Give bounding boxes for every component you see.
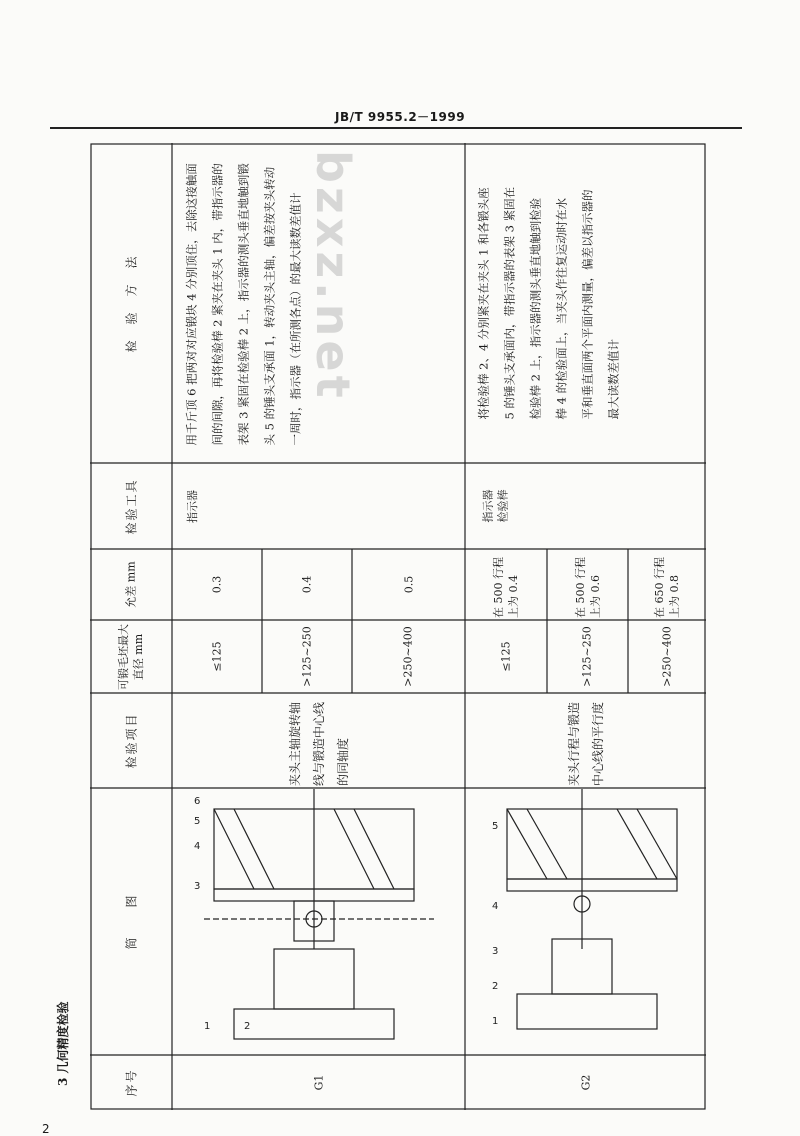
g2-label-4: 4: [491, 901, 498, 912]
g1-label-1: 1: [203, 1021, 210, 1032]
g2-label-2: 2: [491, 981, 498, 992]
g2-tol-2: 在 500 行程上为 0.6: [573, 556, 602, 618]
page-number: 2: [42, 1122, 50, 1136]
header-seq: 序号: [124, 1068, 139, 1097]
g1-label-6: 6: [193, 796, 200, 807]
g1-tool: 指示器: [185, 489, 199, 523]
g1-item: 夹头主轴旋转轴线与锻造中心线的同轴度: [287, 701, 350, 786]
standard-number: JB/T 9955.2－1999: [335, 110, 466, 124]
header-method: 检 验 方 法: [124, 253, 139, 353]
g2-label-5: 5: [491, 821, 498, 832]
g2-tool: 指示器 检验棒: [481, 489, 509, 523]
header-rule: [50, 127, 742, 129]
inspection-table: [90, 143, 706, 1110]
g2-method: 将检验棒 2、4 分别紧夹在夹头 1 和各锻头座 5 的锤头支承面内，带指示器的表架 3 紧固在检验棒 2 上，指示器的测头垂直地触到检验棒 4 的检验面上，当夹头作往复运动时在水平和垂直面两个平面内测量，偏差以指示器的最大读数差值计: [476, 186, 621, 420]
header-item: 检验项目: [124, 712, 139, 769]
g1-diagram: [172, 788, 465, 1055]
header-tolerance: 允差 mm: [124, 561, 138, 608]
g2-tol-3: 在 650 行程上为 0.8: [653, 556, 681, 618]
header-diagram: 简 图: [124, 893, 139, 950]
g1-label-2: 2: [243, 1021, 250, 1032]
g2-label-3: 3: [491, 946, 498, 957]
header-max-diameter: 可锻毛坯最大直径 mm: [117, 623, 145, 690]
g1-tol-3: 0.5: [402, 575, 415, 594]
g2-diagram: [465, 788, 706, 1055]
g2-dia-3: >250~400: [660, 626, 674, 687]
g2-tol-1: 在 500 行程上为 0.4: [492, 556, 520, 618]
g1-label-4: 4: [193, 841, 200, 852]
g1-dia-2: >125~250: [300, 626, 314, 687]
g1-label-3: 3: [193, 881, 200, 892]
g2-label-1: 1: [491, 1016, 498, 1027]
section-title: 3 几何精度检验: [56, 1001, 70, 1086]
g1-tol-2: 0.4: [300, 575, 314, 594]
g2-dia-2: >125~250: [581, 626, 594, 687]
g2-seq: G2: [578, 1074, 592, 1091]
g1-diagram-svg: [174, 789, 464, 1054]
g2-dia-1: ≤125: [499, 641, 513, 672]
g1-tol-1: 0.3: [210, 575, 224, 594]
g1-method: 用千斤顶 6 把两对对应锻块 4 分别顶住，去除这接触面间的间隙，再将检验棒 2 紧夹在夹头 1 内，带指示器的表架 3 紧固在检验棒 2 上，指示器的测头垂直地触到锻头 5 的锤头支承面 1，转动夹头主轴，偏差按夹头转动一周时，指示器（在所测各点）的最大读数差值计: [184, 163, 303, 446]
g2-diagram-svg: [467, 789, 705, 1054]
header-tool: 检验工具: [124, 477, 139, 535]
g1-label-5: 5: [193, 816, 200, 827]
g2-item: 夹头行程与锻造中心线的平行度: [566, 701, 605, 786]
watermark: bzxz.net: [306, 150, 360, 402]
g1-dia-3: >250~400: [402, 626, 415, 687]
g1-dia-1: ≤125: [210, 641, 224, 672]
g1-seq: G1: [311, 1074, 325, 1091]
